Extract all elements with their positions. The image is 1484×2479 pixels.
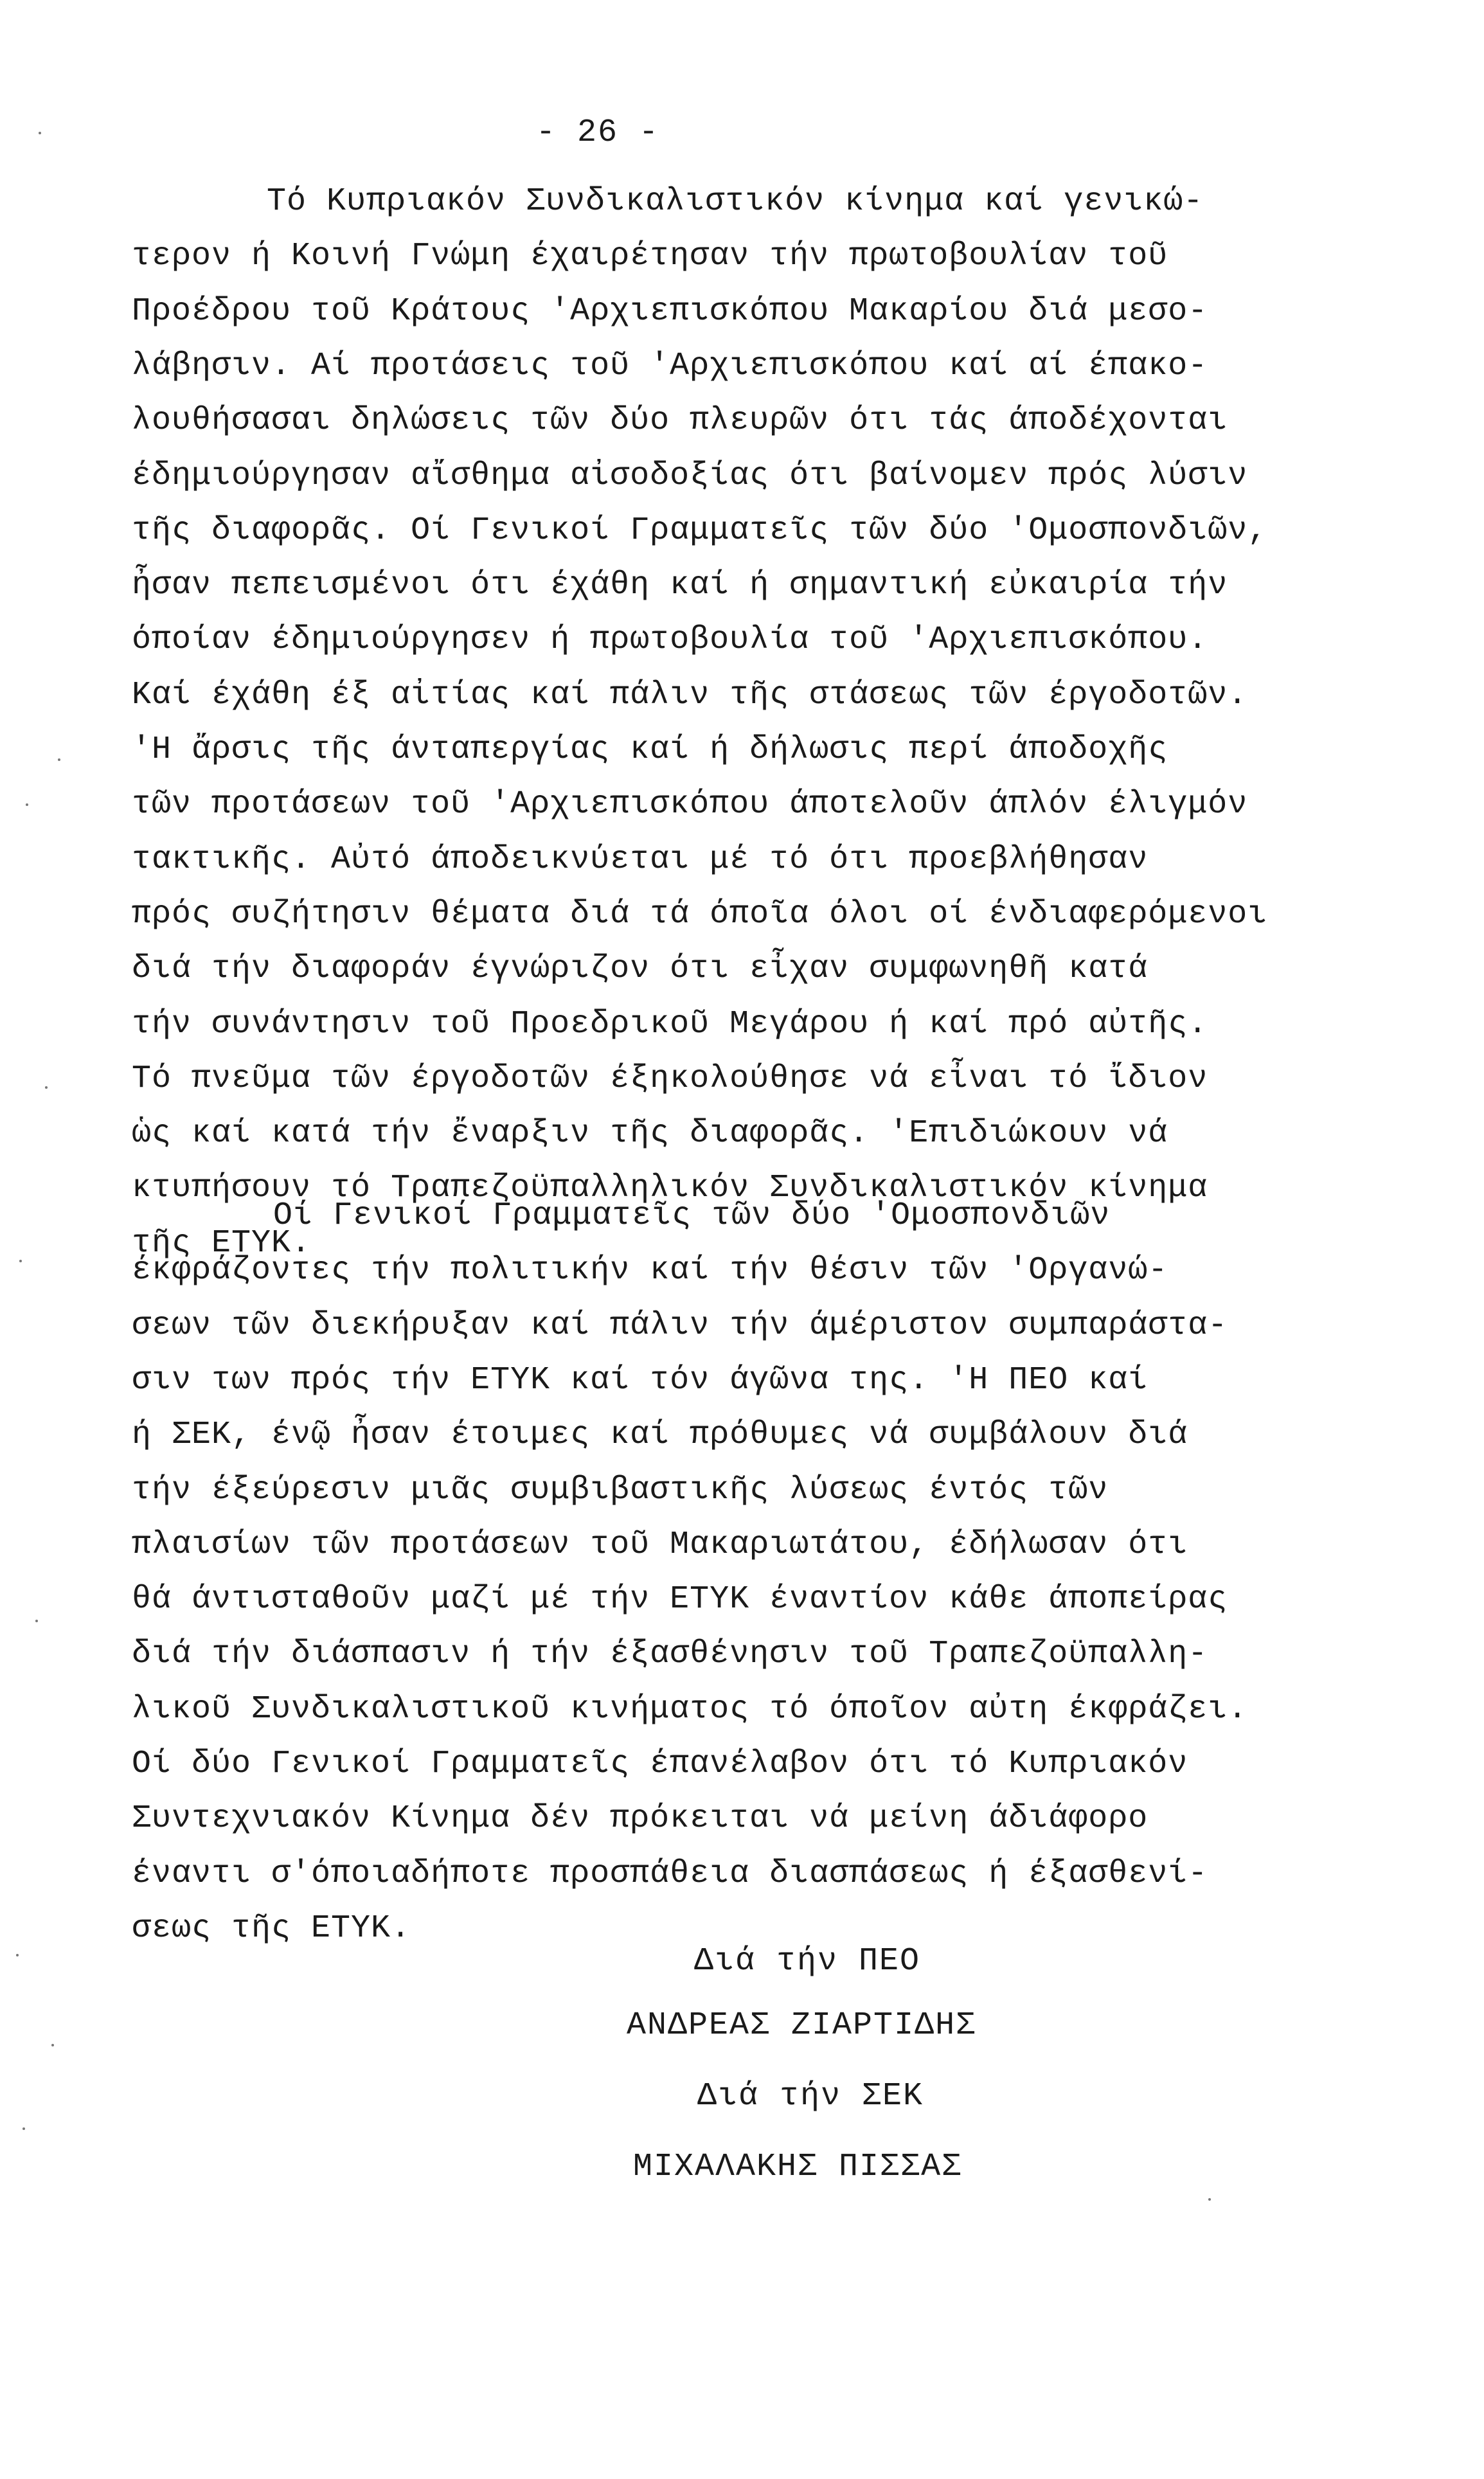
text-line: σεως τῆς ΕΤΥΚ.: [132, 1910, 411, 1947]
page-number: - 26 -: [535, 114, 660, 151]
text-line: έδημιούργησαν αἴσθημα αἰσοδοξίας ότι βαίνομεν πρός λύσιν: [132, 457, 1248, 494]
text-line: Οί δύο Γενικοί Γραμματεῖς έπανέλαβον ότι τό Κυπριακόν: [132, 1746, 1188, 1782]
text-line: θά άντισταθοῦν μαζί μέ τήν ΕΤΥΚ έναντίον κάθε άποπείρας: [132, 1581, 1228, 1618]
text-line: τῶν προτάσεων τοῦ 'Αρχιεπισκόπου άποτελοῦν άπλόν έλιγμόν: [132, 786, 1248, 823]
text-line: τῆς διαφορᾶς. Οί Γενικοί Γραμματεῖς τῶν δύο 'Ομοσπονδιῶν,: [132, 512, 1268, 549]
text-line: ὡς καί κατά τήν ἔναρξιν τῆς διαφορᾶς. 'Επιδιώκουν νά: [132, 1115, 1168, 1152]
text-line: Τό Κυπριακόν Συνδικαλιστικόν κίνημα καί γενικώ-: [267, 183, 1204, 220]
text-line: σεων τῶν διεκήρυξαν καί πάλιν τήν άμέριστον συμπαράστα-: [132, 1307, 1228, 1344]
text-line: πλαισίων τῶν προτάσεων τοῦ Μακαριωτάτου, έδήλωσαν ότι: [132, 1526, 1188, 1563]
text-line: Καί έχάθη έξ αἰτίας καί πάλιν τῆς στάσεως τῶν έργοδοτῶν.: [132, 676, 1248, 713]
text-line: Οί Γενικοί Γραμματεῖς τῶν δύο 'Ομοσπονδιῶν: [273, 1197, 1111, 1234]
text-line: λουθήσασαι δηλώσεις τῶν δύο πλευρῶν ότι τάς άποδέχονται: [132, 402, 1228, 440]
scan-speck: [16, 1954, 19, 1956]
text-line: σιν των πρός τήν ΕΤΥΚ καί τόν άγῶνα της. 'Η ΠΕΟ καί: [132, 1361, 1149, 1399]
peo-signatory-name: ΑΝΔΡΕΑΣ ΖΙΑΡΤΙΔΗΣ: [627, 2007, 977, 2044]
text-line: λικοῦ Συνδικαλιστικοῦ κινήματος τό όποῖον αὐτη έκφράζει.: [132, 1690, 1248, 1728]
text-line: Προέδρου τοῦ Κράτους 'Αρχιεπισκόπου Μακαρίου διά μεσο-: [132, 292, 1208, 330]
scan-speck: [19, 1260, 22, 1262]
text-line: ή ΣΕΚ, ένῷ ἦσαν έτοιμες καί πρόθυμες νά συμβάλουν διά: [132, 1417, 1188, 1454]
text-line: διά τήν διαφοράν έγνώριζον ότι εἶχαν συμφωνηθῆ κατά: [132, 951, 1149, 988]
text-line: τακτικῆς. Αὐτό άποδεικνύεται μέ τό ότι προεβλήθησαν: [132, 841, 1149, 878]
scan-speck: [39, 132, 41, 134]
text-line: Συντεχνιακόν Κίνημα δέν πρόκειται νά μείνη άδιάφορο: [132, 1800, 1149, 1838]
text-line: τήν συνάντησιν τοῦ Προεδρικοῦ Μεγάρου ή καί πρό αὐτῆς.: [132, 1005, 1208, 1043]
scan-speck: [26, 803, 28, 806]
text-line: έναντι σ'όποιαδήποτε προσπάθεια διασπάσεως ή έξασθενί-: [132, 1855, 1208, 1892]
scan-speck: [51, 2044, 54, 2046]
text-line: διά τήν διάσπασιν ή τήν έξασθένησιν τοῦ Τραπεζοϋπαλλη-: [132, 1636, 1208, 1673]
scan-speck: [1208, 2198, 1211, 2201]
scan-speck: [45, 1086, 48, 1089]
text-line: έκφράζοντες τήν πολιτικήν καί τήν θέσιν τῶν 'Οργανώ-: [132, 1252, 1168, 1289]
text-line: ἦσαν πεπεισμένοι ότι έχάθη καί ή σημαντική εὐκαιρία τήν: [132, 567, 1228, 604]
text-line: κτυπήσουν τό Τραπεζοϋπαλληλικόν Συνδικαλιστικόν κίνημα: [132, 1170, 1208, 1207]
text-line: όποίαν έδημιούργησεν ή πρωτοβουλία τοῦ 'Αρχιεπισκόπου.: [132, 622, 1208, 659]
sek-signature-label: Διά τήν ΣΕΚ: [697, 2078, 924, 2115]
text-line: τερον ή Κοινή Γνώμη έχαιρέτησαν τήν πρωτοβουλίαν τοῦ: [132, 238, 1168, 275]
text-line: τήν έξεύρεσιν μιᾶς συμβιβαστικῆς λύσεως έντός τῶν: [132, 1471, 1109, 1508]
text-line: λάβησιν. Αί προτάσεις τοῦ 'Αρχιεπισκόπου καί αί έπακο-: [132, 347, 1208, 384]
text-line: πρός συζήτησιν θέματα διά τά όποῖα όλοι οί ένδιαφερόμενοι: [132, 895, 1268, 933]
scan-speck: [58, 758, 60, 761]
text-line: Τό πνεῦμα τῶν έργοδοτῶν έξηκολούθησε νά εἶναι τό ἴδιον: [132, 1060, 1208, 1097]
text-line: 'Η ἄρσις τῆς άνταπεργίας καί ή δήλωσις περί άποδοχῆς: [132, 731, 1168, 768]
sek-signatory-name: ΜΙΧΑΛΑΚΗΣ ΠΙΣΣΑΣ: [633, 2149, 963, 2185]
scan-speck: [22, 2127, 25, 2130]
text-line: τῆς ΕΤΥΚ.: [132, 1224, 312, 1262]
scan-speck: [35, 1620, 38, 1622]
peo-signature-label: Διά τήν ΠΕΟ: [694, 1943, 921, 1980]
